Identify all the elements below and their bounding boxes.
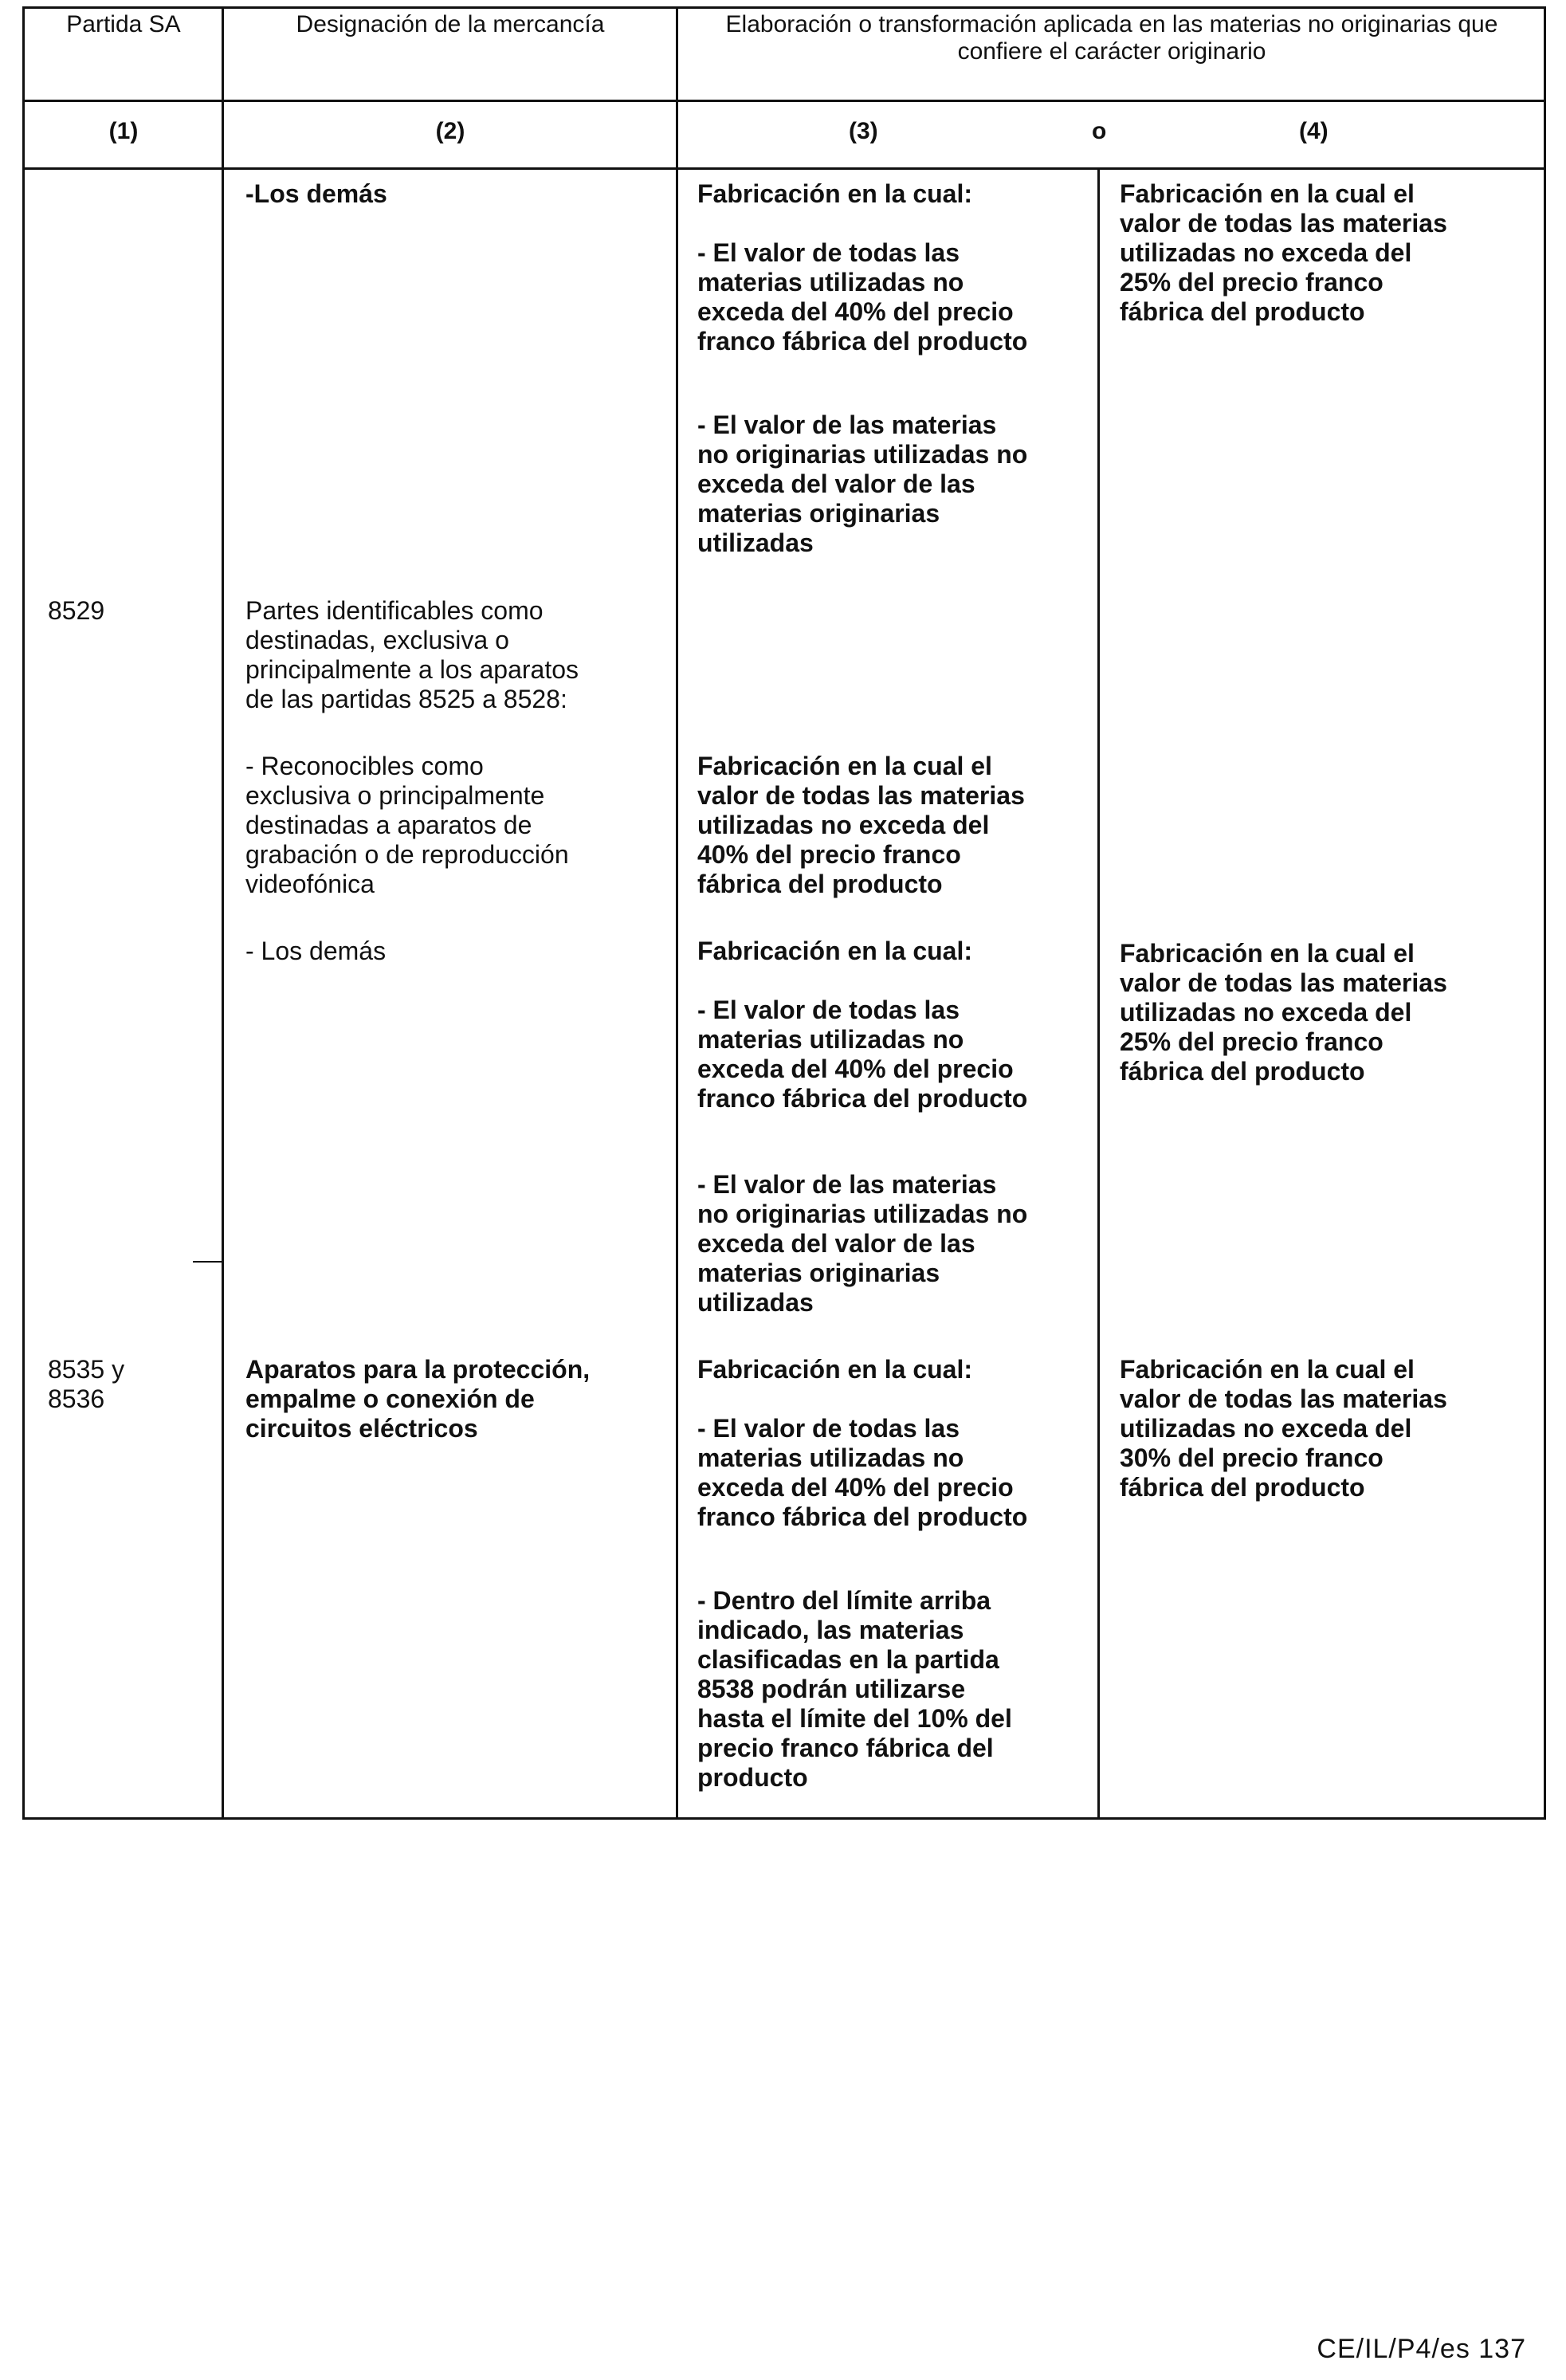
row4-designacion: Aparatos para la protección, empalme o conexión de circuitos eléctricos — [245, 1355, 591, 1443]
row0-col3-a: Fabricación en la cual: - El valor de todas las materias utilizadas no exceda del 40% del precio franco fábrica del producto — [697, 179, 1028, 355]
page-reference: CE/IL/P4/es 137 — [1317, 2334, 1526, 2364]
row0-col3-b: - El valor de las materias no originarias utilizadas no exceda del valor de las materias originarias utilizadas — [697, 410, 1028, 557]
row2-col3-a: Fabricación en la cual el valor de todas las materias utilizadas no exceda del 40% del precio franco fábrica del producto — [697, 752, 1025, 898]
table-left-border — [22, 6, 25, 1820]
row1-partida: 8529 — [48, 596, 105, 625]
table-bottom-border — [22, 1817, 1546, 1820]
table-top-border — [22, 6, 1546, 9]
row0-designacion: -Los demás — [245, 179, 387, 208]
margin-tick-mark — [193, 1261, 222, 1263]
header-elaboracion: Elaboración o transformación aplicada en las materias no originarias que confiere el carácter originario — [725, 11, 1498, 65]
numbering-col4: (4) — [1299, 118, 1329, 144]
row2-designacion: - Reconocibles como exclusiva o principalmente destinadas a aparatos de grabación o de reproducción videofónica — [245, 752, 569, 898]
numbering-col1: (1) — [108, 118, 139, 144]
numbering-col3: (3) — [849, 118, 878, 144]
row0-col4: Fabricación en la cual el valor de todas las materias utilizadas no exceda del 25% del precio franco fábrica del producto — [1120, 179, 1447, 326]
row1-designacion: Partes identificables como destinadas, exclusiva o principalmente a los aparatos de las partidas 8525 a 8528: — [245, 596, 579, 713]
col3-col4-divider — [1097, 169, 1100, 1820]
numbering-divider — [22, 167, 1546, 170]
numbering-or: o — [1092, 118, 1107, 144]
header-designacion: Designación de la mercancía — [296, 11, 605, 37]
row3-designacion: - Los demás — [245, 937, 387, 965]
header-partida: Partida SA — [66, 11, 181, 37]
row4-col3-a: Fabricación en la cual: - El valor de todas las materias utilizadas no exceda del 40% del precio franco fábrica del producto — [697, 1355, 1028, 1531]
row3-col3-b: - El valor de las materias no originarias utilizadas no exceda del valor de las materias originarias utilizadas — [697, 1170, 1028, 1317]
numbering-col2: (2) — [435, 118, 465, 144]
col1-col2-divider — [222, 6, 224, 1820]
table-right-border — [1544, 6, 1546, 1820]
row4-col3-b: - Dentro del límite arriba indicado, las materias clasificadas en la partida 8538 podrán utilizarse hasta el límite del 10% del precio franco fábrica del producto — [697, 1586, 1012, 1792]
row4-col4: Fabricación en la cual el valor de todas las materias utilizadas no exceda del 30% del precio franco fábrica del producto — [1120, 1355, 1447, 1502]
row3-col4: Fabricación en la cual el valor de todas las materias utilizadas no exceda del 25% del precio franco fábrica del producto — [1120, 939, 1447, 1086]
header-divider — [22, 100, 1546, 102]
col2-col3-divider — [676, 6, 678, 1820]
row4-partida: 8535 y 8536 — [48, 1355, 125, 1413]
row3-col3-a: Fabricación en la cual: - El valor de todas las materias utilizadas no exceda del 40% del precio franco fábrica del producto — [697, 937, 1028, 1113]
